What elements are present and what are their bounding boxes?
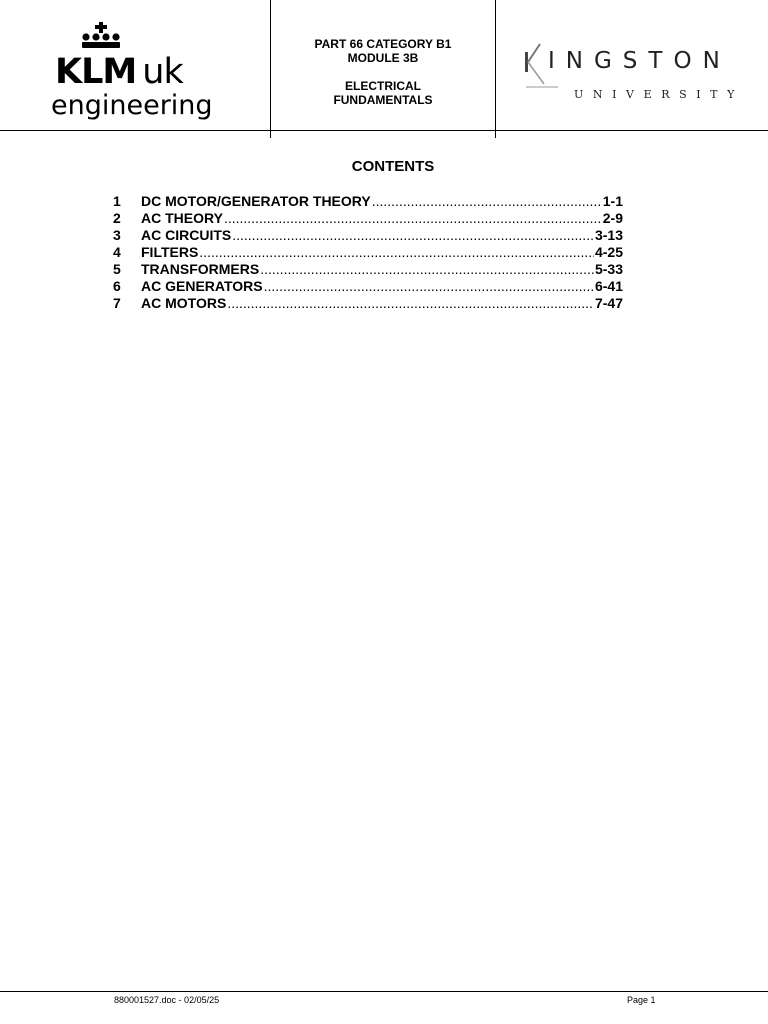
footer-divider: [0, 991, 768, 992]
toc-entry-number: 4: [113, 244, 121, 260]
toc-entry[interactable]: [113, 295, 623, 312]
klm-uk-wordmark: [55, 52, 183, 92]
toc-entry-title: AC GENERATORS: [141, 278, 263, 294]
toc-dot-leader: [232, 227, 594, 244]
toc-entry-page: 1-1: [602, 193, 623, 209]
toc-entry[interactable]: [113, 227, 623, 244]
footer-doc-info: 880001527.doc - 02/05/25: [114, 995, 220, 1005]
toc-entry-number: 2: [113, 210, 121, 226]
toc-entry-page: 5-33: [594, 261, 623, 277]
toc-entry-page: 7-47: [594, 295, 623, 311]
university-subtitle: UNIVERSITY: [574, 88, 744, 101]
kingston-university-logo: [520, 40, 744, 110]
toc-entry-page: 6-41: [594, 278, 623, 294]
module-line-3: ELECTRICAL: [345, 79, 421, 93]
toc-entry-title: AC MOTORS: [141, 295, 227, 311]
footer-page-number: Page 1: [627, 995, 656, 1005]
toc-dot-leader: [260, 261, 594, 278]
toc-entry[interactable]: [113, 261, 623, 278]
toc-dot-leader: [224, 210, 602, 227]
toc-entry[interactable]: [113, 244, 623, 261]
page-header: [0, 0, 768, 131]
toc-entry-title: AC THEORY: [141, 210, 223, 226]
klm-uk-engineering-logo: [40, 22, 240, 127]
toc-entry[interactable]: [113, 193, 623, 210]
contents-heading: CONTENTS: [351, 158, 435, 175]
toc-entry-title: AC CIRCUITS: [141, 227, 232, 243]
toc-dot-leader: [264, 278, 594, 295]
toc-entry-title: FILTERS: [141, 244, 199, 260]
uk-suffix: uk: [142, 52, 183, 92]
toc-dot-leader: [372, 193, 602, 210]
toc-entry-title: TRANSFORMERS: [141, 261, 260, 277]
engineering-tagline: engineering: [51, 90, 213, 121]
module-line-2: MODULE 3B: [347, 51, 419, 65]
header-divider-bottom: [0, 130, 768, 131]
toc-entry-page: 3-13: [594, 227, 623, 243]
toc-entry-page: 2-9: [602, 210, 623, 226]
toc-dot-leader: [227, 295, 594, 312]
kingston-wordmark: INGSTON: [548, 48, 731, 74]
toc-dot-leader: [199, 244, 594, 261]
toc-entry-page: 4-25: [594, 244, 623, 260]
toc-entry-number: 7: [113, 295, 121, 311]
toc-entry[interactable]: [113, 278, 623, 295]
toc-entry-title: DC MOTOR/GENERATOR THEORY: [141, 193, 371, 209]
crown-icon: [78, 22, 124, 54]
toc-entry-number: 6: [113, 278, 121, 294]
toc-entry[interactable]: [113, 210, 623, 227]
klm-brand: KLM: [55, 52, 137, 92]
table-of-contents: [113, 193, 623, 312]
toc-entry-number: 1: [113, 193, 121, 209]
module-line-4: FUNDAMENTALS: [333, 93, 433, 107]
header-divider-right: [495, 0, 496, 138]
module-line-1: PART 66 CATEGORY B1: [314, 37, 452, 51]
toc-entry-number: 5: [113, 261, 121, 277]
module-title-block: [271, 37, 495, 107]
toc-entry-number: 3: [113, 227, 121, 243]
